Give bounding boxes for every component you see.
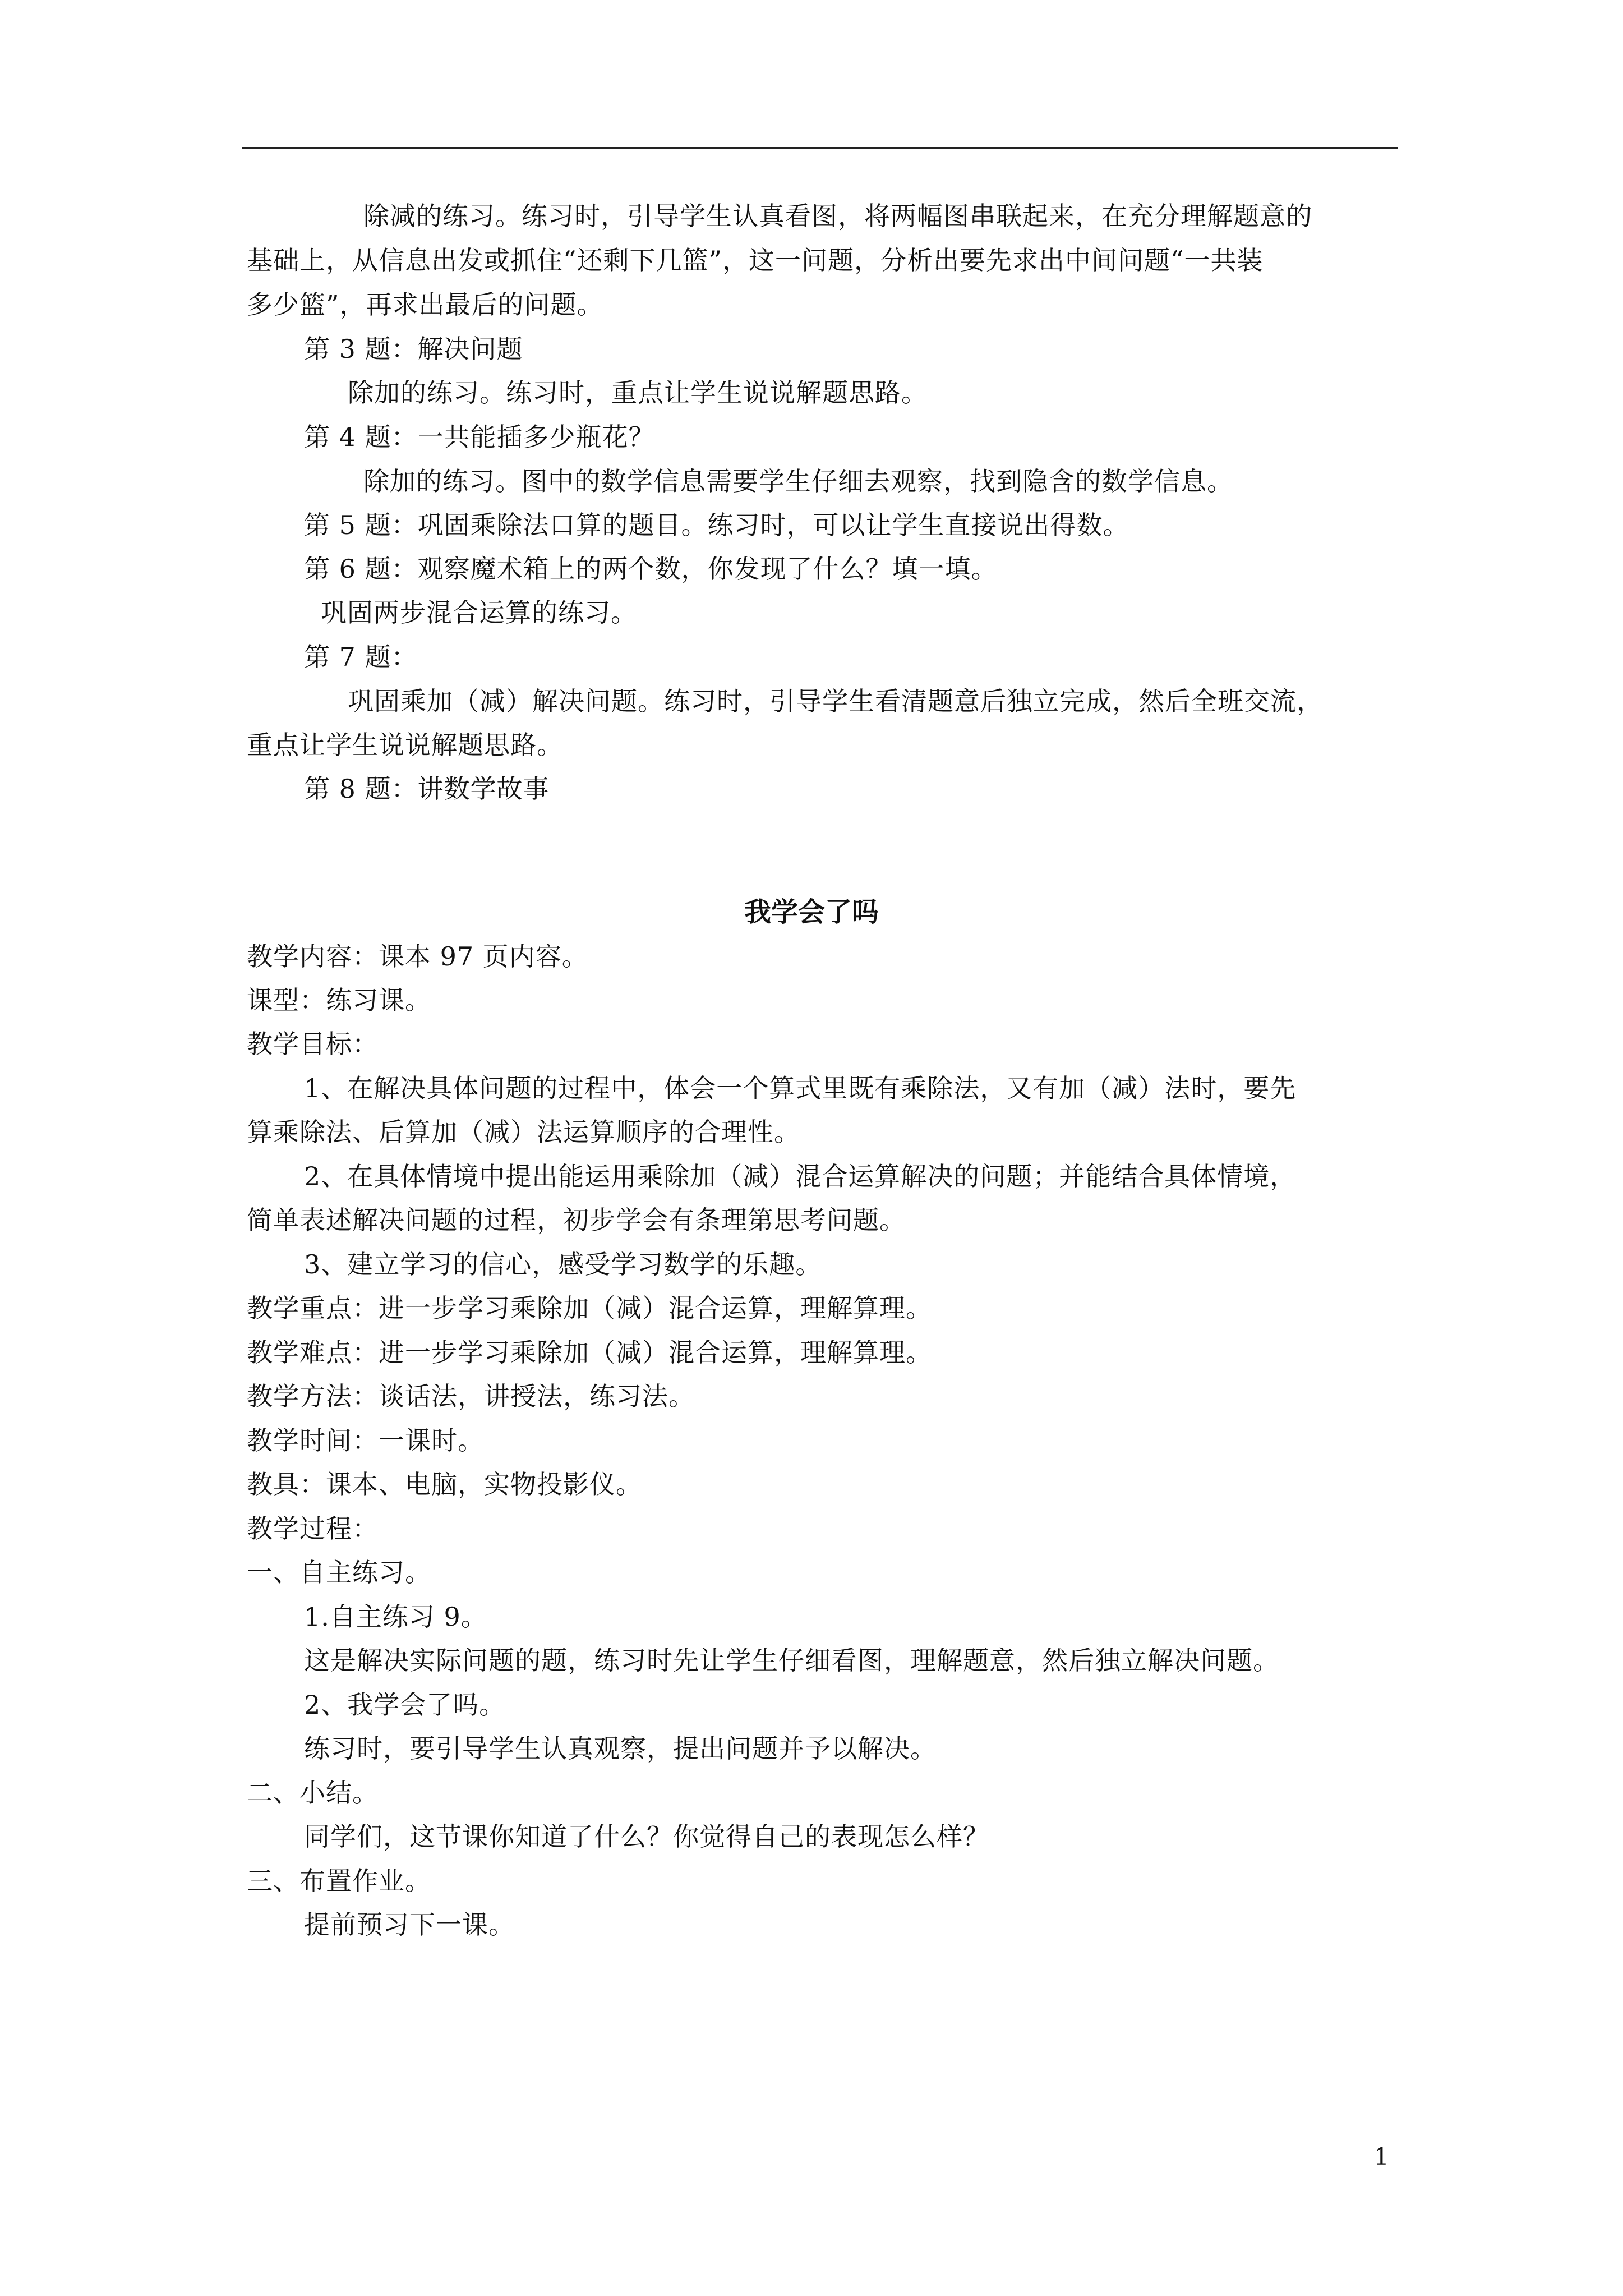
section-heading: 一、自主练习。 <box>247 1557 431 1588</box>
paragraph-line: 巩固乘加（减）解决问题。练习时，引导学生看清题意后独立完成，然后全班交流， <box>348 686 1323 716</box>
page-number: 1 <box>1374 2143 1389 2170</box>
lesson-title: 我学会了吗 <box>744 896 879 928</box>
paragraph-line: 巩固两步混合运算的练习。 <box>321 597 637 628</box>
step-line: 提前预习下一课。 <box>304 1910 515 1940</box>
section-heading: 三、布置作业。 <box>247 1866 431 1896</box>
field-line: 教学重点：进一步学习乘除加（减）混合运算，理解算理。 <box>247 1293 932 1323</box>
objective-line: 2、在具体情境中提出能运用乘除加（减）混合运算解决的问题；并能结合具体情境， <box>304 1161 1297 1191</box>
paragraph-line: 除加的练习。练习时，重点让学生说说解题思路。 <box>348 378 928 408</box>
objective-line: 3、建立学习的信心，感受学习数学的乐趣。 <box>304 1249 822 1280</box>
paragraph-line: 基础上，从信息出发或抓住“还剩下几篮”，这一问题，分析出要先求出中间问题“一共装 <box>247 245 1264 275</box>
exercise-heading: 第 5 题：巩固乘除法口算的题目。练习时，可以让学生直接说出得数。 <box>304 510 1129 540</box>
step-line: 这是解决实际问题的题，练习时先让学生仔细看图，理解题意，然后独立解决问题。 <box>304 1645 1279 1676</box>
exercise-heading: 第 8 题：讲数学故事 <box>304 774 550 804</box>
paragraph-line: 多少篮”，再求出最后的问题。 <box>247 289 603 320</box>
step-line: 练习时，要引导学生认真观察，提出问题并予以解决。 <box>304 1733 937 1764</box>
field-line: 教学时间：一课时。 <box>247 1425 484 1456</box>
exercise-heading: 第 6 题：观察魔术箱上的两个数，你发现了什么？填一填。 <box>304 554 998 584</box>
field-line: 教学目标： <box>247 1029 379 1059</box>
header-rule <box>242 147 1398 149</box>
field-line: 教学内容：课本 97 页内容。 <box>247 941 588 972</box>
objective-line: 算乘除法、后算加（减）法运算顺序的合理性。 <box>247 1117 800 1147</box>
section-heading: 二、小结。 <box>247 1778 379 1808</box>
paragraph-line: 除加的练习。图中的数学信息需要学生仔细去观察，找到隐含的数学信息。 <box>363 466 1233 496</box>
field-line: 教具：课本、电脑，实物投影仪。 <box>247 1469 642 1499</box>
field-line: 教学过程： <box>247 1513 379 1544</box>
step-line: 2、我学会了吗。 <box>304 1690 506 1720</box>
paragraph-line: 重点让学生说说解题思路。 <box>247 730 563 760</box>
exercise-heading: 第 7 题： <box>304 642 418 672</box>
objective-line: 1、在解决具体问题的过程中，体会一个算式里既有乘除法，又有加（减）法时，要先 <box>304 1073 1297 1103</box>
exercise-heading: 第 3 题：解决问题 <box>304 334 523 364</box>
field-line: 课型：练习课。 <box>247 985 431 1015</box>
field-line: 教学难点：进一步学习乘除加（减）混合运算，理解算理。 <box>247 1337 932 1368</box>
step-line: 同学们，这节课你知道了什么？你觉得自己的表现怎么样？ <box>304 1821 989 1852</box>
exercise-heading: 第 4 题：一共能插多少瓶花？ <box>304 422 655 452</box>
field-line: 教学方法：谈话法，讲授法，练习法。 <box>247 1381 695 1411</box>
paragraph-line: 除减的练习。练习时，引导学生认真看图，将两幅图串联起来，在充分理解题意的 <box>363 201 1312 231</box>
step-line: 1.自主练习 9。 <box>304 1602 487 1632</box>
objective-line: 简单表述解决问题的过程，初步学会有条理第思考问题。 <box>247 1205 906 1235</box>
